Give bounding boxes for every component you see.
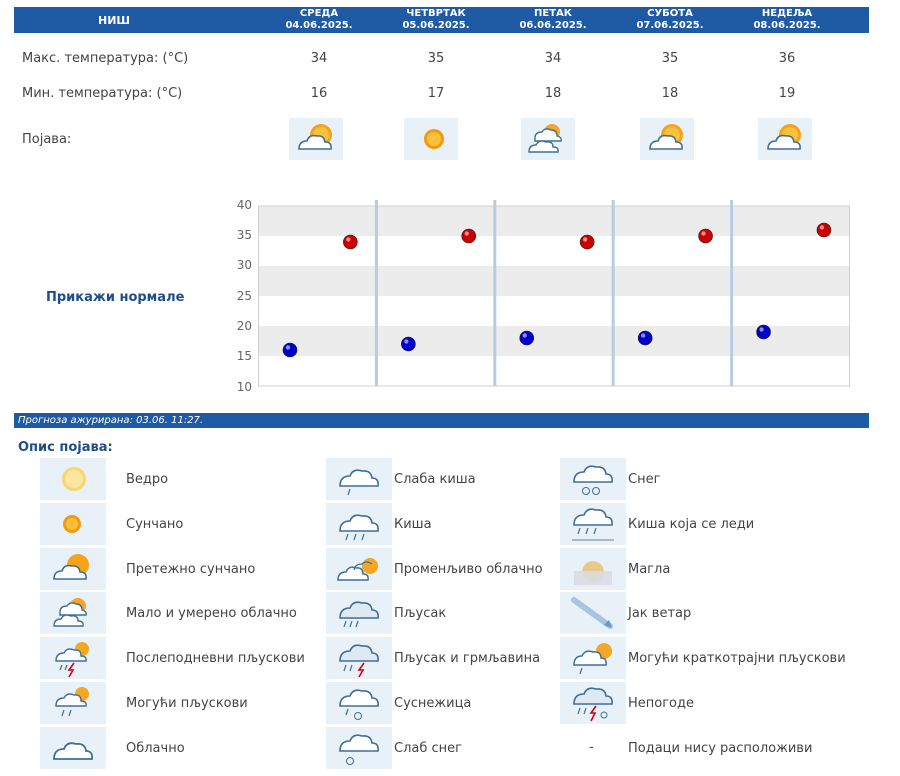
- max-temp-value: 35: [427, 51, 445, 66]
- legend-label: Пљусак: [394, 606, 447, 621]
- point-highlight: [641, 333, 645, 337]
- legend-label: Могући пљускови: [126, 696, 248, 711]
- y-tick-label: 30: [236, 258, 252, 272]
- max-temp-value: 34: [310, 51, 328, 66]
- day-header: [377, 7, 495, 33]
- shower-icon: [326, 592, 392, 634]
- chart-band: [258, 356, 850, 386]
- min-temp-point: [520, 331, 534, 345]
- chart-band: [258, 206, 850, 236]
- max-temp-point: [817, 223, 831, 237]
- clear-icon: [40, 458, 106, 500]
- legend-label: Сунчано: [126, 517, 184, 532]
- y-tick-label: 20: [236, 319, 252, 333]
- thunder-shower-icon: [326, 637, 392, 679]
- day-date: 08.06.2025.: [753, 20, 821, 31]
- min-temp-point: [638, 331, 652, 345]
- day-name: СРЕДА: [299, 8, 339, 19]
- min-temp-point: [401, 337, 415, 351]
- legend-label: Слаб снег: [394, 741, 462, 756]
- day-divider: [730, 200, 733, 386]
- legend-label: Послеподневни пљускови: [126, 651, 305, 666]
- sleet-icon: [326, 682, 392, 724]
- legend-label: Снег: [628, 472, 661, 487]
- min-temp-point: [283, 343, 297, 357]
- day-header: [260, 7, 378, 33]
- day-header: [611, 7, 729, 33]
- temperature-chart: [258, 200, 850, 392]
- max-temp-value: 36: [778, 51, 796, 66]
- day-name: СУБОТА: [647, 8, 693, 19]
- point-highlight: [286, 345, 290, 349]
- chart-band: [258, 296, 850, 326]
- legend-label: Киша која се леди: [628, 517, 755, 532]
- min-temp-value: 18: [544, 86, 562, 101]
- point-highlight: [759, 327, 763, 331]
- legend-label: Слаба киша: [394, 472, 476, 487]
- day-name: НЕДЕЉА: [761, 8, 813, 19]
- legend-label: Подаци нису расположиви: [628, 741, 813, 756]
- point-highlight: [820, 225, 824, 229]
- storm-icon: [560, 682, 626, 724]
- max-temp-point: [462, 229, 476, 243]
- day-name: ЧЕТВРТАК: [406, 8, 466, 19]
- day-date: 04.06.2025.: [285, 20, 353, 31]
- max-temp-value: 35: [661, 51, 679, 66]
- legend-label: Променљиво облачно: [394, 562, 543, 577]
- legend-label: Могући краткотрајни пљускови: [628, 651, 846, 666]
- rain-icon: [326, 503, 392, 545]
- mostly-sunny-icon: [758, 118, 812, 160]
- y-tick-label: 10: [236, 380, 252, 394]
- variable-cloudy-icon: [326, 548, 392, 590]
- afternoon-showers-icon: [40, 637, 106, 679]
- max-temp-point: [343, 235, 357, 249]
- legend-label: Магла: [628, 562, 671, 577]
- forecast-updated: Прогноза ажурирана: 03.06. 11:27.: [14, 413, 869, 428]
- legend-label: Пљусак и грмљавина: [394, 651, 541, 666]
- point-highlight: [523, 333, 527, 337]
- legend-label: Облачно: [126, 741, 185, 756]
- legend-title: Опис појава:: [18, 440, 113, 455]
- mostly-sunny-icon: [289, 118, 343, 160]
- legend-label: Киша: [394, 517, 432, 532]
- min-temp-value: 18: [661, 86, 679, 101]
- max-temp-value: 34: [544, 51, 562, 66]
- min-temp-point: [757, 325, 771, 339]
- brief-showers-icon: [560, 637, 626, 679]
- show-normals-link[interactable]: Прикажи нормале: [46, 290, 185, 305]
- cloudy-icon: [40, 727, 106, 769]
- legend-label: Претежно сунчано: [126, 562, 256, 577]
- possible-showers-icon: [40, 682, 106, 724]
- day-divider: [493, 200, 496, 386]
- y-tick-label: 15: [236, 349, 252, 363]
- max-temp-point: [699, 229, 713, 243]
- strong-wind-icon: [560, 592, 626, 634]
- min-temp-value: 19: [778, 86, 796, 101]
- snow-icon: [560, 458, 626, 500]
- legend-label: Ведро: [126, 472, 169, 487]
- day-divider: [612, 200, 615, 386]
- y-tick-label: 25: [236, 289, 252, 303]
- day-header: [494, 7, 612, 33]
- legend-label: Непогоде: [628, 696, 694, 711]
- day-date: 06.06.2025.: [519, 20, 587, 31]
- city-name: НИШ: [97, 13, 130, 27]
- light-rain-icon: [326, 458, 392, 500]
- day-date: 07.06.2025.: [636, 20, 704, 31]
- y-tick-label: 40: [236, 198, 252, 212]
- partly-cloudy-icon: [40, 592, 106, 634]
- max-temp-point: [580, 235, 594, 249]
- point-highlight: [583, 237, 587, 241]
- day-name: ПЕТАК: [534, 8, 572, 19]
- day-header: [728, 7, 846, 33]
- phenomenon-label: Појава:: [22, 132, 72, 147]
- mostly-sunny-icon: [40, 548, 106, 590]
- sunny-icon: [40, 503, 106, 545]
- day-divider: [375, 200, 378, 386]
- max-temp-label: Макс. температура: (°C): [22, 51, 189, 66]
- point-highlight: [465, 231, 469, 235]
- light-snow-icon: [326, 727, 392, 769]
- y-tick-label: 35: [236, 228, 252, 242]
- legend-label: Јак ветар: [628, 606, 692, 621]
- min-temp-label: Мин. температура: (°C): [22, 86, 183, 101]
- freezing-rain-icon: [560, 503, 626, 545]
- mostly-sunny-icon: [640, 118, 694, 160]
- sunny-icon: [404, 118, 458, 160]
- point-highlight: [404, 339, 408, 343]
- min-temp-value: 16: [310, 86, 328, 101]
- fog-icon: [560, 548, 626, 590]
- min-temp-value: 17: [427, 86, 445, 101]
- point-highlight: [701, 231, 705, 235]
- legend-label: Суснежица: [394, 696, 472, 711]
- legend-label: Мало и умерено облачно: [126, 606, 297, 621]
- day-date: 05.06.2025.: [402, 20, 470, 31]
- chart-band: [258, 266, 850, 296]
- partly-cloudy-icon: [521, 118, 575, 160]
- no-data-symbol: -: [589, 740, 594, 755]
- point-highlight: [346, 237, 350, 241]
